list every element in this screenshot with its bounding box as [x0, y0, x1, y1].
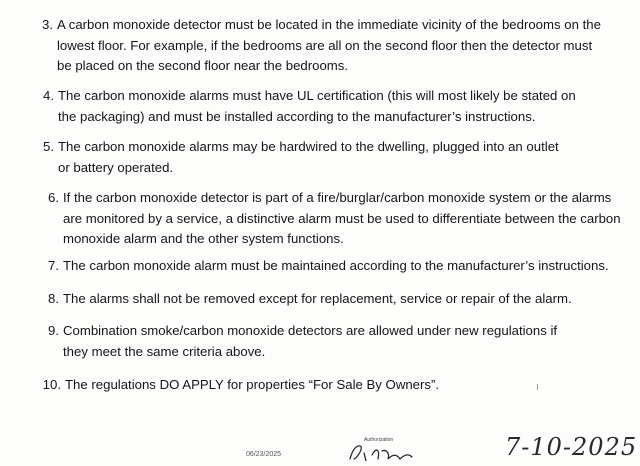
list-item-number: 6.	[48, 190, 59, 205]
scan-speck	[537, 384, 538, 390]
list-item-8	[48, 289, 623, 310]
list-item-9	[48, 321, 585, 362]
list-item-4	[43, 86, 583, 127]
list-item-text: The alarms shall not be removed except for replacement, service or repair of the alarm.	[63, 291, 572, 306]
list-item-text: A carbon monoxide detector must be located in the immediate vicinity of the bedrooms on the lowest floor. For example, if the bedrooms are all on the second floor then the detector must be placed on the second floor near the bedrooms.	[57, 17, 601, 73]
list-item-number: 8.	[48, 291, 59, 306]
list-item-5	[43, 137, 563, 178]
list-item-number: 4.	[43, 88, 54, 103]
list-item-6	[48, 188, 625, 250]
list-item-3	[42, 15, 602, 77]
signature-label: Authorization	[364, 437, 394, 443]
list-item-number: 5.	[43, 139, 54, 154]
list-item-text: The regulations DO APPLY for properties “For Sale By Owners”.	[65, 377, 440, 392]
list-item-text: The carbon monoxide alarm must be maintained according to the manufacturer’s instructions.	[63, 258, 609, 273]
list-item-text: Combination smoke/carbon monoxide detectors are allowed under new regulations if they meet the same criteria above.	[63, 323, 558, 359]
list-item-number: 3.	[42, 17, 53, 32]
printed-date: 06/23/2025	[246, 451, 282, 458]
handwritten-date: 7-10-2025	[505, 433, 638, 461]
list-item-10	[42, 375, 585, 396]
list-item-text: The carbon monoxide alarms must have UL certification (this will most likely be stated on the packaging) and must be installed according to the manufacturer’s instructions.	[58, 88, 576, 124]
list-item-number: 7.	[48, 258, 59, 273]
list-item-text: The carbon monoxide alarms may be hardwired to the dwelling, plugged into an outlet or battery operated.	[58, 139, 559, 175]
list-item-7	[48, 256, 623, 277]
list-item-number: 9.	[48, 323, 59, 338]
list-item-number: 10.	[42, 377, 61, 392]
signature-block	[342, 437, 442, 461]
list-item-text: If the carbon monoxide detector is part of a fire/burglar/carbon monoxide system or the alarms are monitored by a service, a distinctive alarm must be used to differentiate between the carbon monoxide alarm and the other system functions.	[63, 190, 621, 246]
